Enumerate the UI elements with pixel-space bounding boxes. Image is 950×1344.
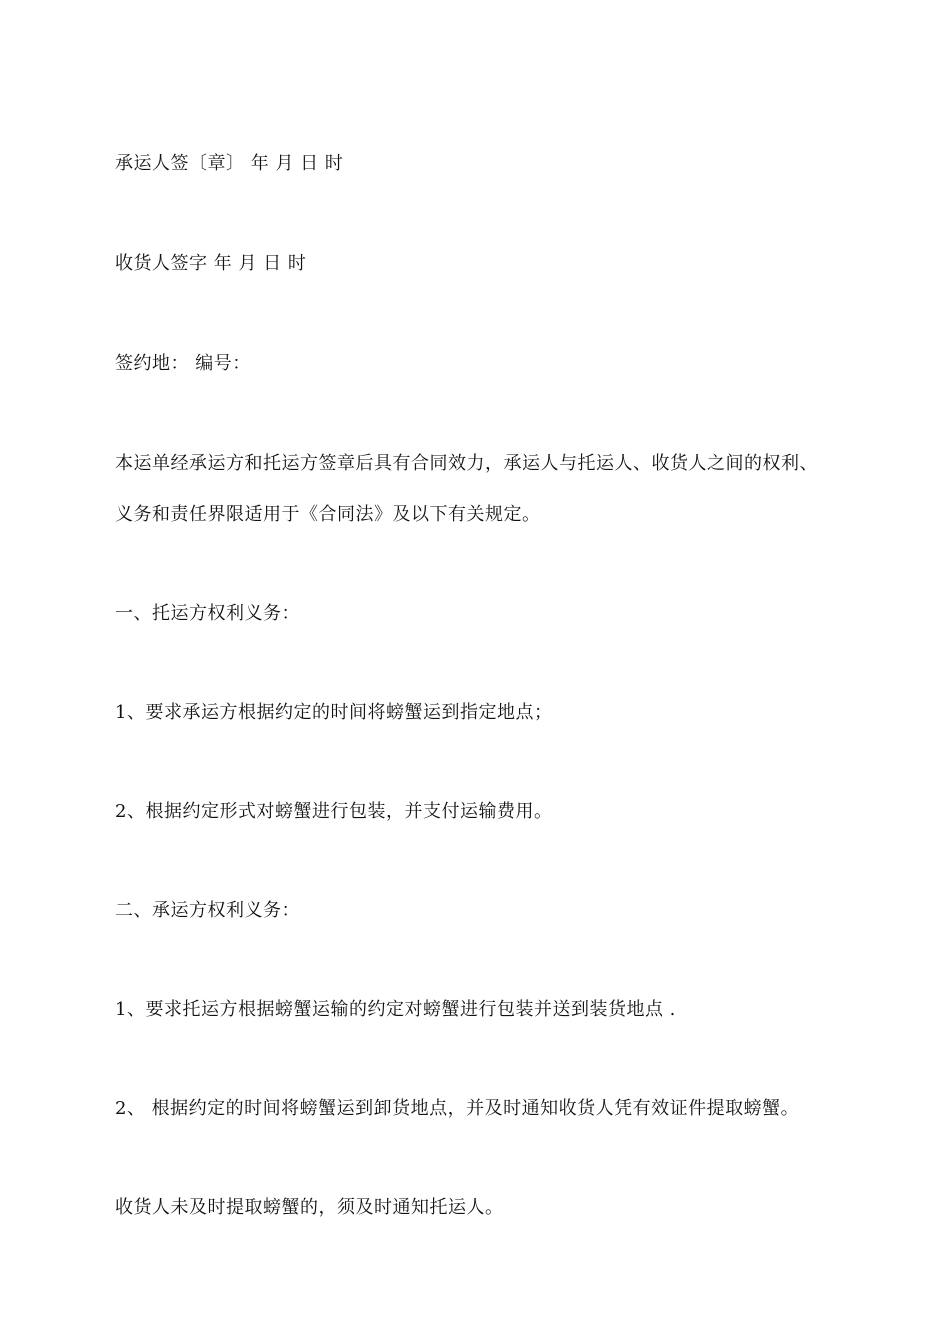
carrier-clause-2: 2、 根据约定的时间将螃蟹运到卸货地点，并及时通知收货人凭有效证件提取螃蟹。 — [115, 1098, 800, 1119]
consignee-signature-line: 收货人签字 年 月 日 时 — [115, 253, 307, 274]
signing-place-number-line: 签约地： 编号： — [115, 353, 251, 374]
section-heading-carrier: 二、承运方权利义务： — [115, 900, 300, 921]
intro-paragraph-line-2: 义务和责任界限适用于《合同法》及以下有关规定。 — [115, 504, 541, 525]
carrier-signature-line: 承运人签〔章〕 年 月 日 时 — [115, 153, 344, 174]
consignee-notice-line: 收货人未及时提取螃蟹的，须及时通知托运人。 — [115, 1197, 504, 1218]
carrier-clause-1: 1、要求托运方根据螃蟹运输的约定对螃蟹进行包装并送到装货地点 . — [115, 999, 676, 1020]
intro-paragraph-line-1: 本运单经承运方和托运方签章后具有合同效力，承运人与托运人、收货人之间的权利、 — [115, 453, 818, 474]
shipper-clause-2: 2、根据约定形式对螃蟹进行包装，并支付运输费用。 — [115, 801, 553, 822]
section-heading-shipper: 一、托运方权利义务： — [115, 603, 300, 624]
shipper-clause-1: 1、要求承运方根据约定的时间将螃蟹运到指定地点； — [115, 702, 553, 723]
